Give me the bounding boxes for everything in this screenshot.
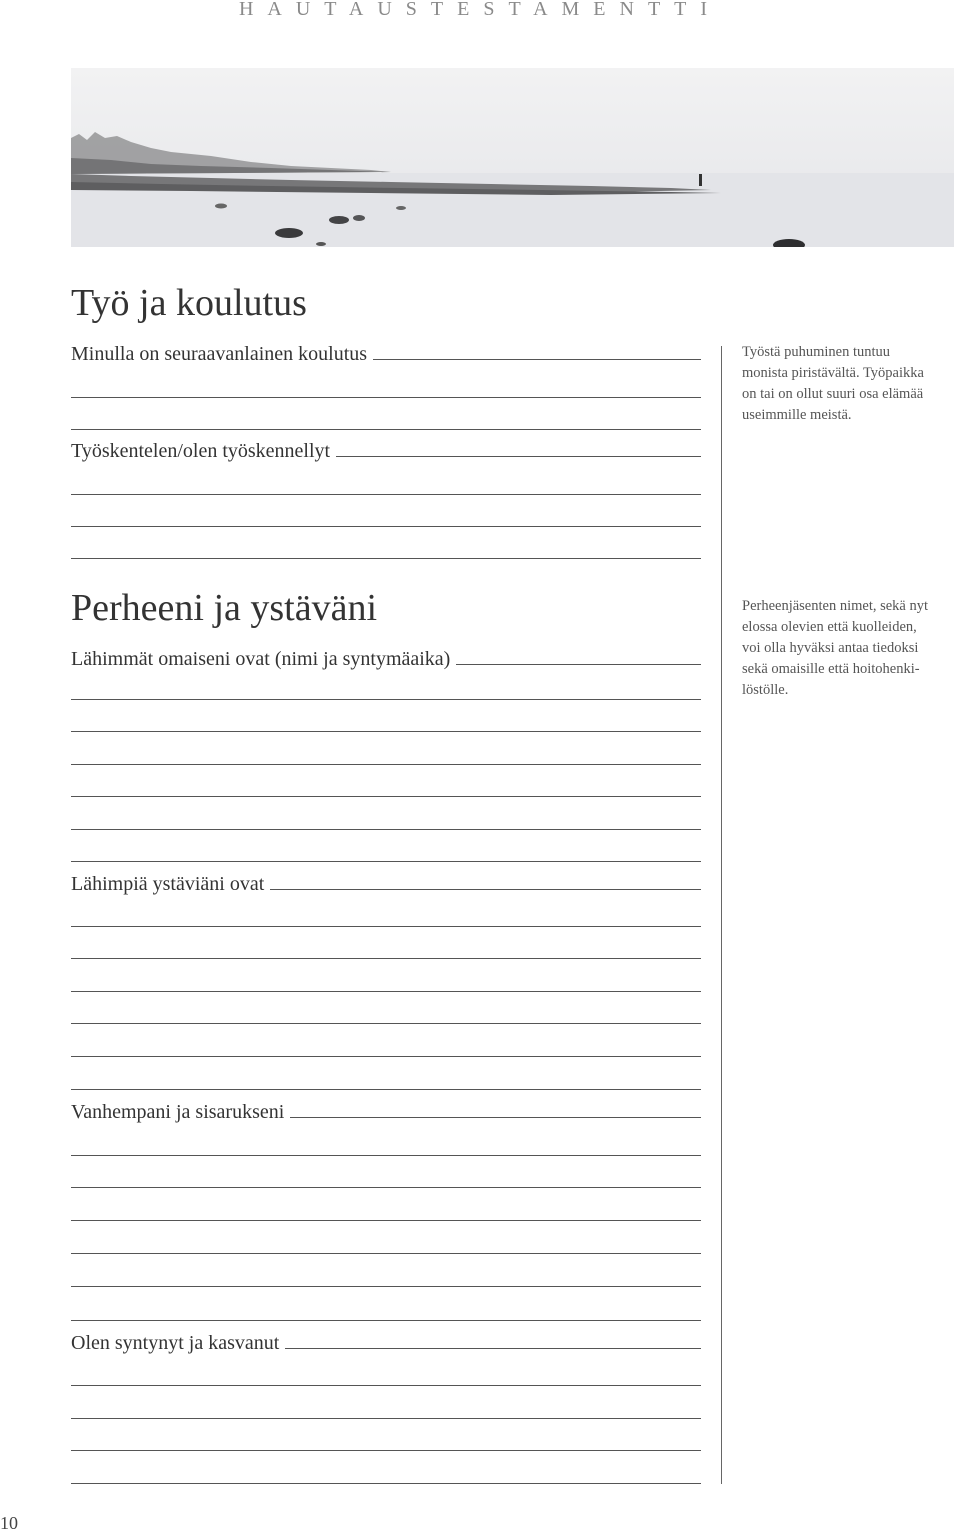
parents-siblings-rule [290, 1117, 701, 1118]
writing-line[interactable] [71, 1089, 701, 1090]
writing-line[interactable] [71, 1286, 701, 1287]
writing-line[interactable] [71, 796, 701, 797]
writing-line[interactable] [71, 699, 701, 700]
writing-line[interactable] [71, 1155, 701, 1156]
parents-siblings-field[interactable] [71, 1096, 701, 1124]
friends-label: Lähimpiä ystäviäni ovat [71, 873, 265, 895]
hero-photo [71, 68, 954, 247]
education-field[interactable] [71, 338, 701, 366]
friends-field[interactable] [71, 868, 701, 896]
writing-line[interactable] [71, 958, 701, 959]
work-history-rule [336, 456, 701, 457]
document-header: HAUTAUSTESTAMENTTI [238, 0, 722, 20]
writing-line[interactable] [71, 1385, 701, 1386]
writing-line[interactable] [71, 397, 701, 398]
writing-line[interactable] [71, 494, 701, 495]
work-section-title: Työ ja koulutus [71, 282, 307, 324]
education-label: Minulla on seuraavanlainen koulutus [71, 343, 368, 365]
writing-line[interactable] [71, 1320, 701, 1321]
writing-line[interactable] [71, 1483, 701, 1484]
writing-line[interactable] [71, 526, 701, 527]
work-side-note: Työstä puhuminen tuntuu monista piristävältä. Työpaikka on tai on ollut suuri osa elämää useimmille meistä. [742, 344, 924, 423]
work-history-label: Työskentelen/olen työskennellyt [71, 440, 331, 462]
relatives-label: Lähimmät omaiseni ovat (nimi ja syntymäaika) [71, 648, 451, 670]
writing-line[interactable] [71, 731, 701, 732]
parents-siblings-label: Vanhempani ja sisarukseni [71, 1101, 285, 1123]
friends-rule [270, 889, 701, 890]
relatives-field[interactable] [71, 643, 701, 671]
writing-line[interactable] [71, 1023, 701, 1024]
born-raised-field[interactable] [71, 1327, 701, 1355]
writing-line[interactable] [71, 764, 701, 765]
family-side-note: Perheenjäsenten nimet, sekä nyt elossa olevien että kuolleiden, voi olla hyväksi antaa tiedoksi sekä omaisille että hoitohenki- löstölle. [742, 598, 929, 698]
writing-line[interactable] [71, 1056, 701, 1057]
writing-line[interactable] [71, 1450, 701, 1451]
writing-line[interactable] [71, 991, 701, 992]
family-section-title: Perheeni ja ystäväni [71, 587, 378, 629]
writing-line[interactable] [71, 861, 701, 862]
relatives-rule [456, 664, 701, 665]
margin-divider [721, 346, 722, 1484]
born-raised-label: Olen syntynyt ja kasvanut [71, 1332, 280, 1354]
writing-line[interactable] [71, 558, 701, 559]
writing-line[interactable] [71, 1220, 701, 1221]
writing-line[interactable] [71, 829, 701, 830]
writing-line[interactable] [71, 1187, 701, 1188]
writing-line[interactable] [71, 1418, 701, 1419]
work-history-field[interactable] [71, 435, 701, 463]
writing-line[interactable] [71, 1253, 701, 1254]
writing-line[interactable] [71, 429, 701, 430]
born-raised-rule [285, 1348, 701, 1349]
page-number: 10 [0, 1513, 18, 1533]
education-rule [373, 359, 701, 360]
writing-line[interactable] [71, 926, 701, 927]
